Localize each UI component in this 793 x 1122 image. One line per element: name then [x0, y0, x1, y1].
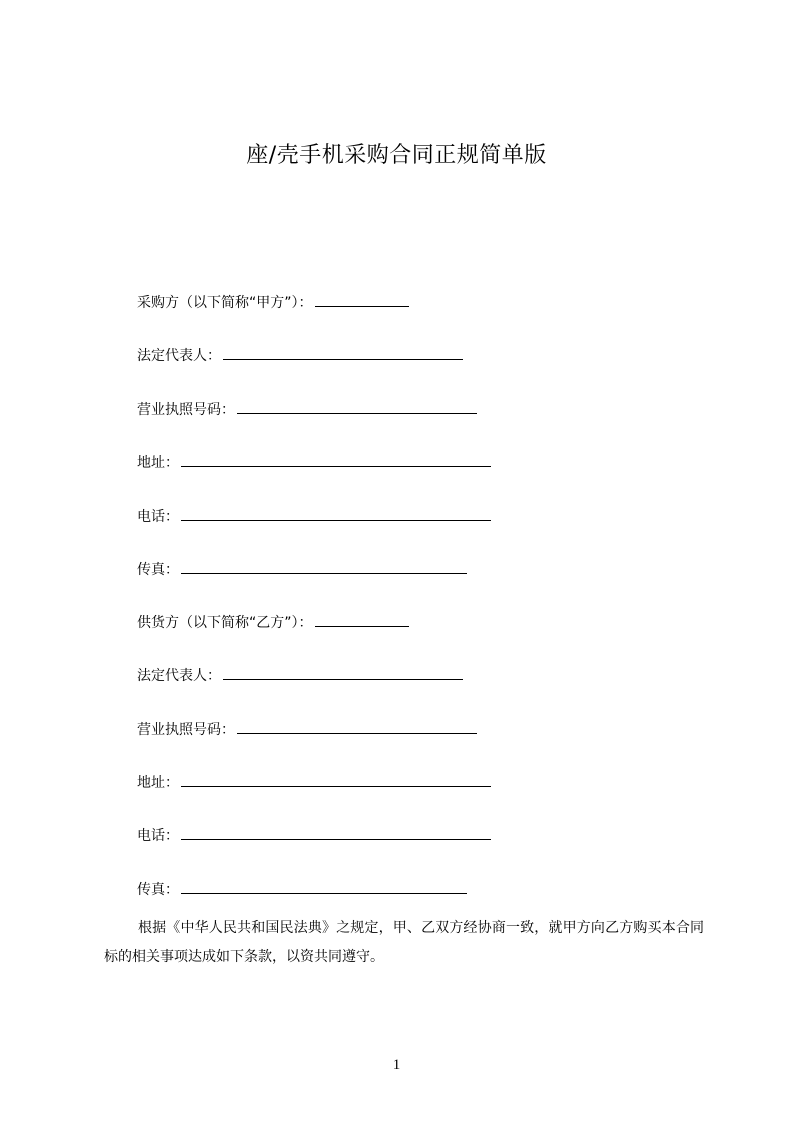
buyer-license-field [137, 396, 477, 420]
buyer-fax-label: 传真： [137, 562, 179, 578]
supplier-name-blank[interactable] [315, 609, 409, 627]
supplier-legal-rep-label: 法定代表人： [137, 668, 221, 684]
buyer-heading-label: 采购方（以下简称“甲方”）： [137, 295, 313, 311]
intro-paragraph: 根据《中华人民共和国民法典》之规定，甲、乙双方经协商一致，就甲方向乙方购买本合同标的相关事项达成如下条款，以资共同遵守。 [104, 920, 704, 965]
buyer-address-field [137, 449, 491, 473]
supplier-fax-label: 传真： [137, 882, 179, 898]
supplier-phone-label: 电话： [137, 828, 179, 844]
buyer-address-blank[interactable] [181, 449, 491, 467]
supplier-license-blank[interactable] [237, 716, 477, 734]
supplier-heading-field [137, 609, 409, 633]
document-title: 座/壳手机采购合同正规简单版 [246, 143, 547, 168]
supplier-phone-blank[interactable] [181, 822, 491, 840]
buyer-legal-rep-label: 法定代表人： [137, 348, 221, 364]
supplier-address-field [137, 769, 491, 793]
buyer-phone-blank[interactable] [181, 503, 491, 521]
buyer-fax-blank[interactable] [181, 556, 467, 574]
supplier-address-label: 地址： [137, 775, 179, 791]
supplier-phone-field [137, 822, 491, 846]
buyer-license-blank[interactable] [237, 396, 477, 414]
buyer-legal-rep-field [137, 342, 463, 366]
supplier-legal-rep-blank[interactable] [223, 662, 463, 680]
supplier-heading-label: 供货方（以下简称“乙方”）： [137, 615, 313, 631]
buyer-phone-label: 电话： [137, 509, 179, 525]
buyer-phone-field [137, 503, 491, 527]
supplier-license-label: 营业执照号码： [137, 722, 235, 738]
buyer-legal-rep-blank[interactable] [223, 342, 463, 360]
buyer-fax-field [137, 556, 467, 580]
buyer-name-blank[interactable] [315, 289, 409, 307]
buyer-address-label: 地址： [137, 455, 179, 471]
buyer-heading-field [137, 289, 409, 313]
supplier-address-blank[interactable] [181, 769, 491, 787]
buyer-license-label: 营业执照号码： [137, 402, 235, 418]
supplier-fax-blank[interactable] [181, 876, 467, 894]
supplier-fax-field [137, 876, 467, 900]
supplier-legal-rep-field [137, 662, 463, 686]
supplier-license-field [137, 716, 477, 740]
page-number: 1 [392, 1057, 401, 1073]
